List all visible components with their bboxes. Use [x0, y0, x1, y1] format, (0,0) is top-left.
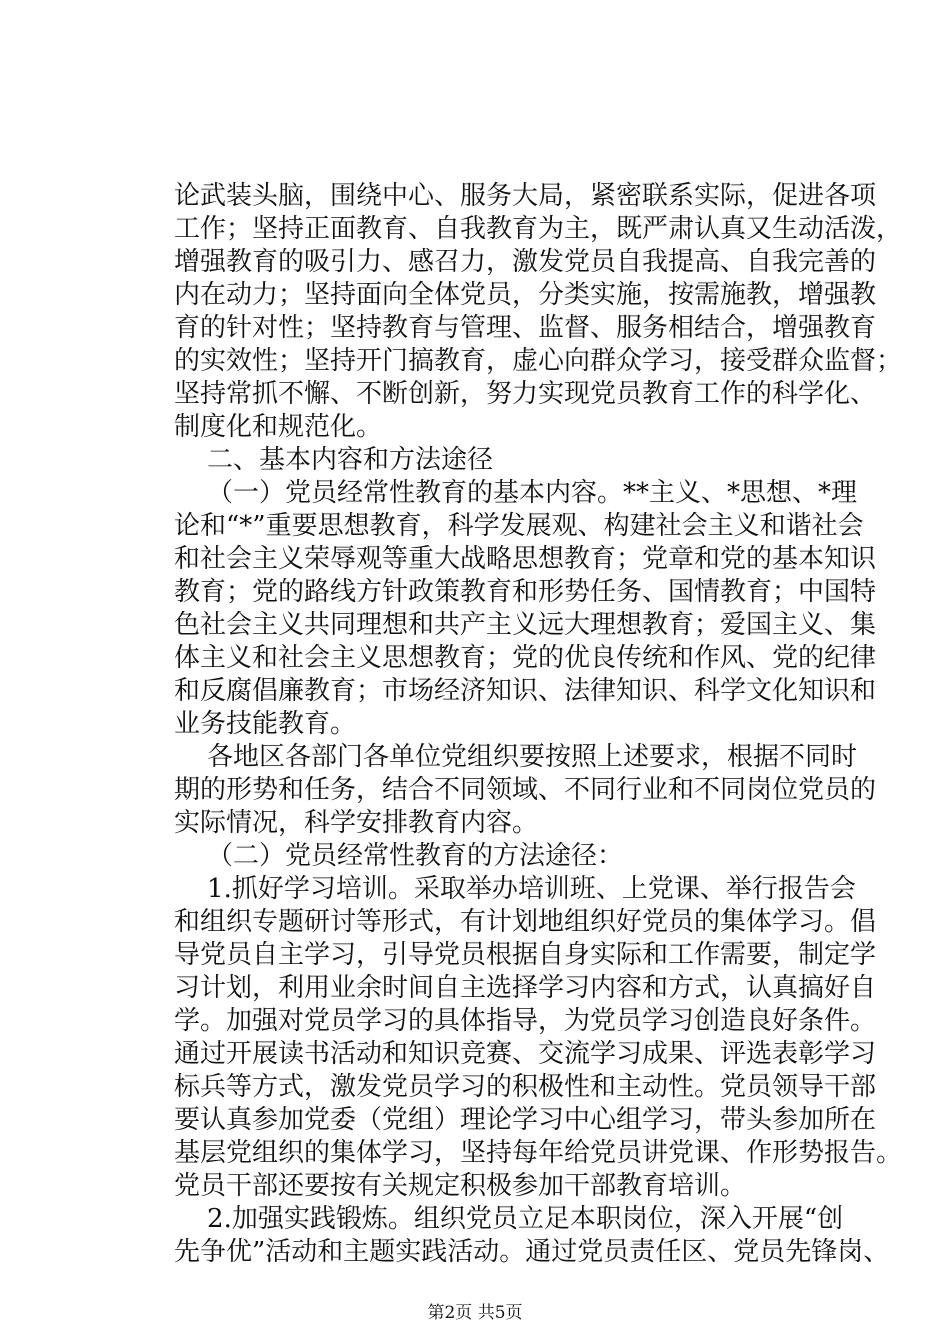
text-line: 业务技能教育。 — [174, 709, 357, 739]
text-line: 1.抓好学习培训。采取举办培训班、上党课、举行报告会 — [174, 874, 856, 904]
text-line: 和组织专题研讨等形式，有计划地组织好党员的集体学习。倡 — [174, 907, 877, 937]
text-line: 论武装头脑，围绕中心、服务大局，紧密联系实际，促进各项 — [174, 181, 877, 211]
text-line: 体主义和社会主义思想教育；党的优良传统和作风、党的纪律 — [174, 643, 877, 673]
text-line: 的实效性；坚持开门搞教育，虚心向群众学习，接受群众监督； — [174, 346, 903, 376]
text-line: 内在动力；坚持面向全体党员，分类实施，按需施教，增强教 — [174, 280, 877, 310]
text-line: 和社会主义荣辱观等重大战略思想教育；党章和党的基本知识 — [174, 544, 877, 574]
document-body — [174, 180, 903, 1269]
text-line: 期的形势和任务，结合不同领域、不同行业和不同岗位党员的 — [174, 775, 877, 805]
text-line: 习计划，利用业余时间自主选择学习内容和方式，认真搞好自 — [174, 973, 877, 1003]
text-line: 坚持常抓不懈、不断创新，努力实现党员教育工作的科学化、 — [174, 379, 877, 409]
text-line: 实际情况，科学安排教育内容。 — [174, 808, 539, 838]
text-line: 基层党组织的集体学习，坚持每年给党员讲党课、作形势报告。 — [174, 1138, 903, 1168]
text-line: （二）党员经常性教育的方法途径： — [174, 841, 624, 871]
text-line: 教育；党的路线方针政策教育和形势任务、国情教育；中国特 — [174, 577, 877, 607]
text-line: 2.加强实践锻炼。组织党员立足本职岗位，深入开展“创 — [174, 1204, 844, 1234]
text-line: （一）党员经常性教育的基本内容。**主义、*思想、*理 — [174, 478, 858, 508]
text-line: 先争优”活动和主题实践活动。通过党员责任区、党员先锋岗、 — [174, 1237, 890, 1267]
text-line: 通过开展读书活动和知识竞赛、交流学习成果、评选表彰学习 — [174, 1039, 877, 1069]
text-line: 论和“*”重要思想教育，科学发展观、构建社会主义和谐社会 — [174, 511, 864, 541]
text-line: 要认真参加党委（党组）理论学习中心组学习，带头参加所在 — [174, 1105, 877, 1135]
text-line: 党员干部还要按有关规定积极参加干部教育培训。 — [174, 1171, 747, 1201]
text-line: 导党员自主学习，引导党员根据自身实际和工作需要，制定学 — [174, 940, 877, 970]
text-line: 育的针对性；坚持教育与管理、监督、服务相结合，增强教育 — [174, 313, 877, 343]
text-line: 标兵等方式，激发党员学习的积极性和主动性。党员领导干部 — [174, 1072, 877, 1102]
text-line: 学。加强对党员学习的具体指导，为党员学习创造良好条件。 — [174, 1006, 877, 1036]
text-line: 各地区各部门各单位党组织要按照上述要求，根据不同时 — [174, 742, 858, 772]
text-line: 制度化和规范化。 — [174, 412, 383, 442]
page-number-footer: 第2页 共5页 — [427, 1303, 523, 1323]
text-line: 和反腐倡廉教育；市场经济知识、法律知识、科学文化知识和 — [174, 676, 877, 706]
section-heading: 二、基本内容和方法途径 — [174, 445, 494, 475]
text-line: 增强教育的吸引力、感召力，激发党员自我提高、自我完善的 — [174, 247, 877, 277]
text-line: 色社会主义共同理想和共产主义远大理想教育；爱国主义、集 — [174, 610, 877, 640]
text-line: 工作；坚持正面教育、自我教育为主，既严肃认真又生动活泼， — [174, 214, 903, 244]
